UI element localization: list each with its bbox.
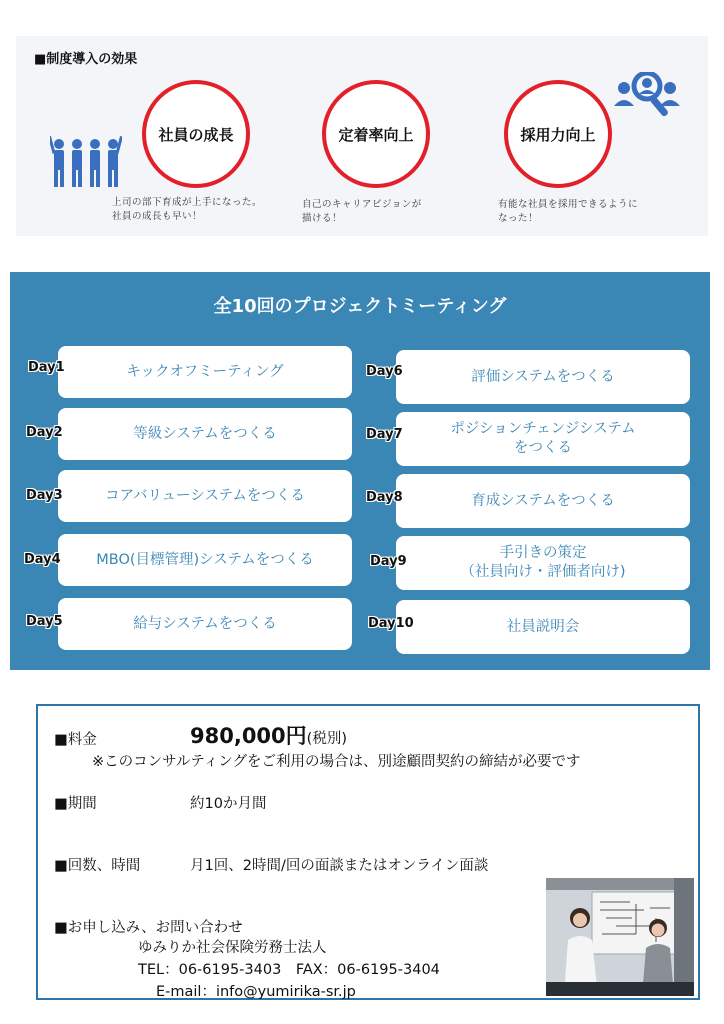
period-label: ■期間 [54, 796, 97, 812]
sessions-value: 月1回、2時間/回の面談またはオンライン面談 [190, 858, 489, 874]
fee-note: ※このコンサルティングをご利用の場合は、別途顧問契約の締結が必要です [92, 754, 581, 770]
day-label: Day7 [366, 427, 403, 442]
info-section [36, 704, 700, 1000]
day-label: Day6 [366, 364, 403, 379]
fee-value: 980,000円 [190, 724, 307, 748]
people-cheering-icon [50, 134, 122, 190]
meeting-card-day8: 育成システムをつくる [396, 474, 690, 528]
people-search-icon [614, 72, 680, 124]
effect-label: 採用力向上 [520, 125, 596, 144]
day-label: Day4 [24, 552, 61, 567]
sessions-label: ■回数、時間 [54, 858, 141, 874]
email: E-mail：info@yumirika-sr.jp [156, 984, 356, 1000]
meetings-title: 全10回のプロジェクトミーティング [213, 296, 507, 317]
day-label: Day1 [28, 360, 65, 375]
staff-photo-illustration [546, 878, 694, 996]
effect-desc-recruiting: 有能な社員を採用できるように なった！ [498, 199, 639, 224]
meeting-card-day1: キックオフミーティング [58, 346, 352, 398]
fee-tax: (税別) [306, 731, 347, 747]
meeting-card-day7: ポジションチェンジシステム をつくる [396, 412, 690, 466]
meeting-card-day10: 社員説明会 [396, 600, 690, 654]
day-label: Day8 [366, 490, 403, 505]
tel-fax: TEL：06-6195-3403 FAX：06-6195-3404 [138, 962, 440, 978]
meeting-card-day3: コアバリューシステムをつくる [58, 470, 352, 522]
meetings-section [10, 272, 710, 670]
effect-circle-retention [322, 80, 430, 188]
period-value: 約10か月間 [190, 796, 267, 812]
effects-title: ■制度導入の効果 [34, 52, 138, 67]
day-label: Day5 [26, 614, 63, 629]
effect-circle-recruiting [504, 80, 612, 188]
meeting-card-day9: 手引きの策定 （社員向け・評価者向け) [396, 536, 690, 590]
contact-label: ■お申し込み、お問い合わせ [54, 920, 243, 936]
effect-circle-growth [142, 80, 250, 188]
day-label: Day3 [26, 488, 63, 503]
day-label: Day10 [368, 616, 414, 631]
meeting-card-day5: 給与システムをつくる [58, 598, 352, 650]
effect-label: 定着率向上 [338, 125, 414, 144]
staff-photo [546, 878, 694, 996]
effects-section [16, 36, 708, 236]
day-label: Day9 [370, 554, 407, 569]
effect-desc-growth: 上司の部下育成が上手になった。 社員の成長も早い！ [112, 197, 263, 222]
effect-label: 社員の成長 [158, 125, 234, 144]
fee-label: ■料金 [54, 732, 97, 748]
day-label: Day2 [26, 425, 63, 440]
company-name: ゆみりか社会保険労務士法人 [138, 940, 327, 956]
meeting-card-day6: 評価システムをつくる [396, 350, 690, 404]
meeting-card-day4: MBO(目標管理)システムをつくる [58, 534, 352, 586]
fee-value-row [190, 720, 347, 750]
meeting-card-day2: 等級システムをつくる [58, 408, 352, 460]
effect-desc-retention: 自己のキャリアビジョンが 描ける！ [302, 199, 422, 224]
